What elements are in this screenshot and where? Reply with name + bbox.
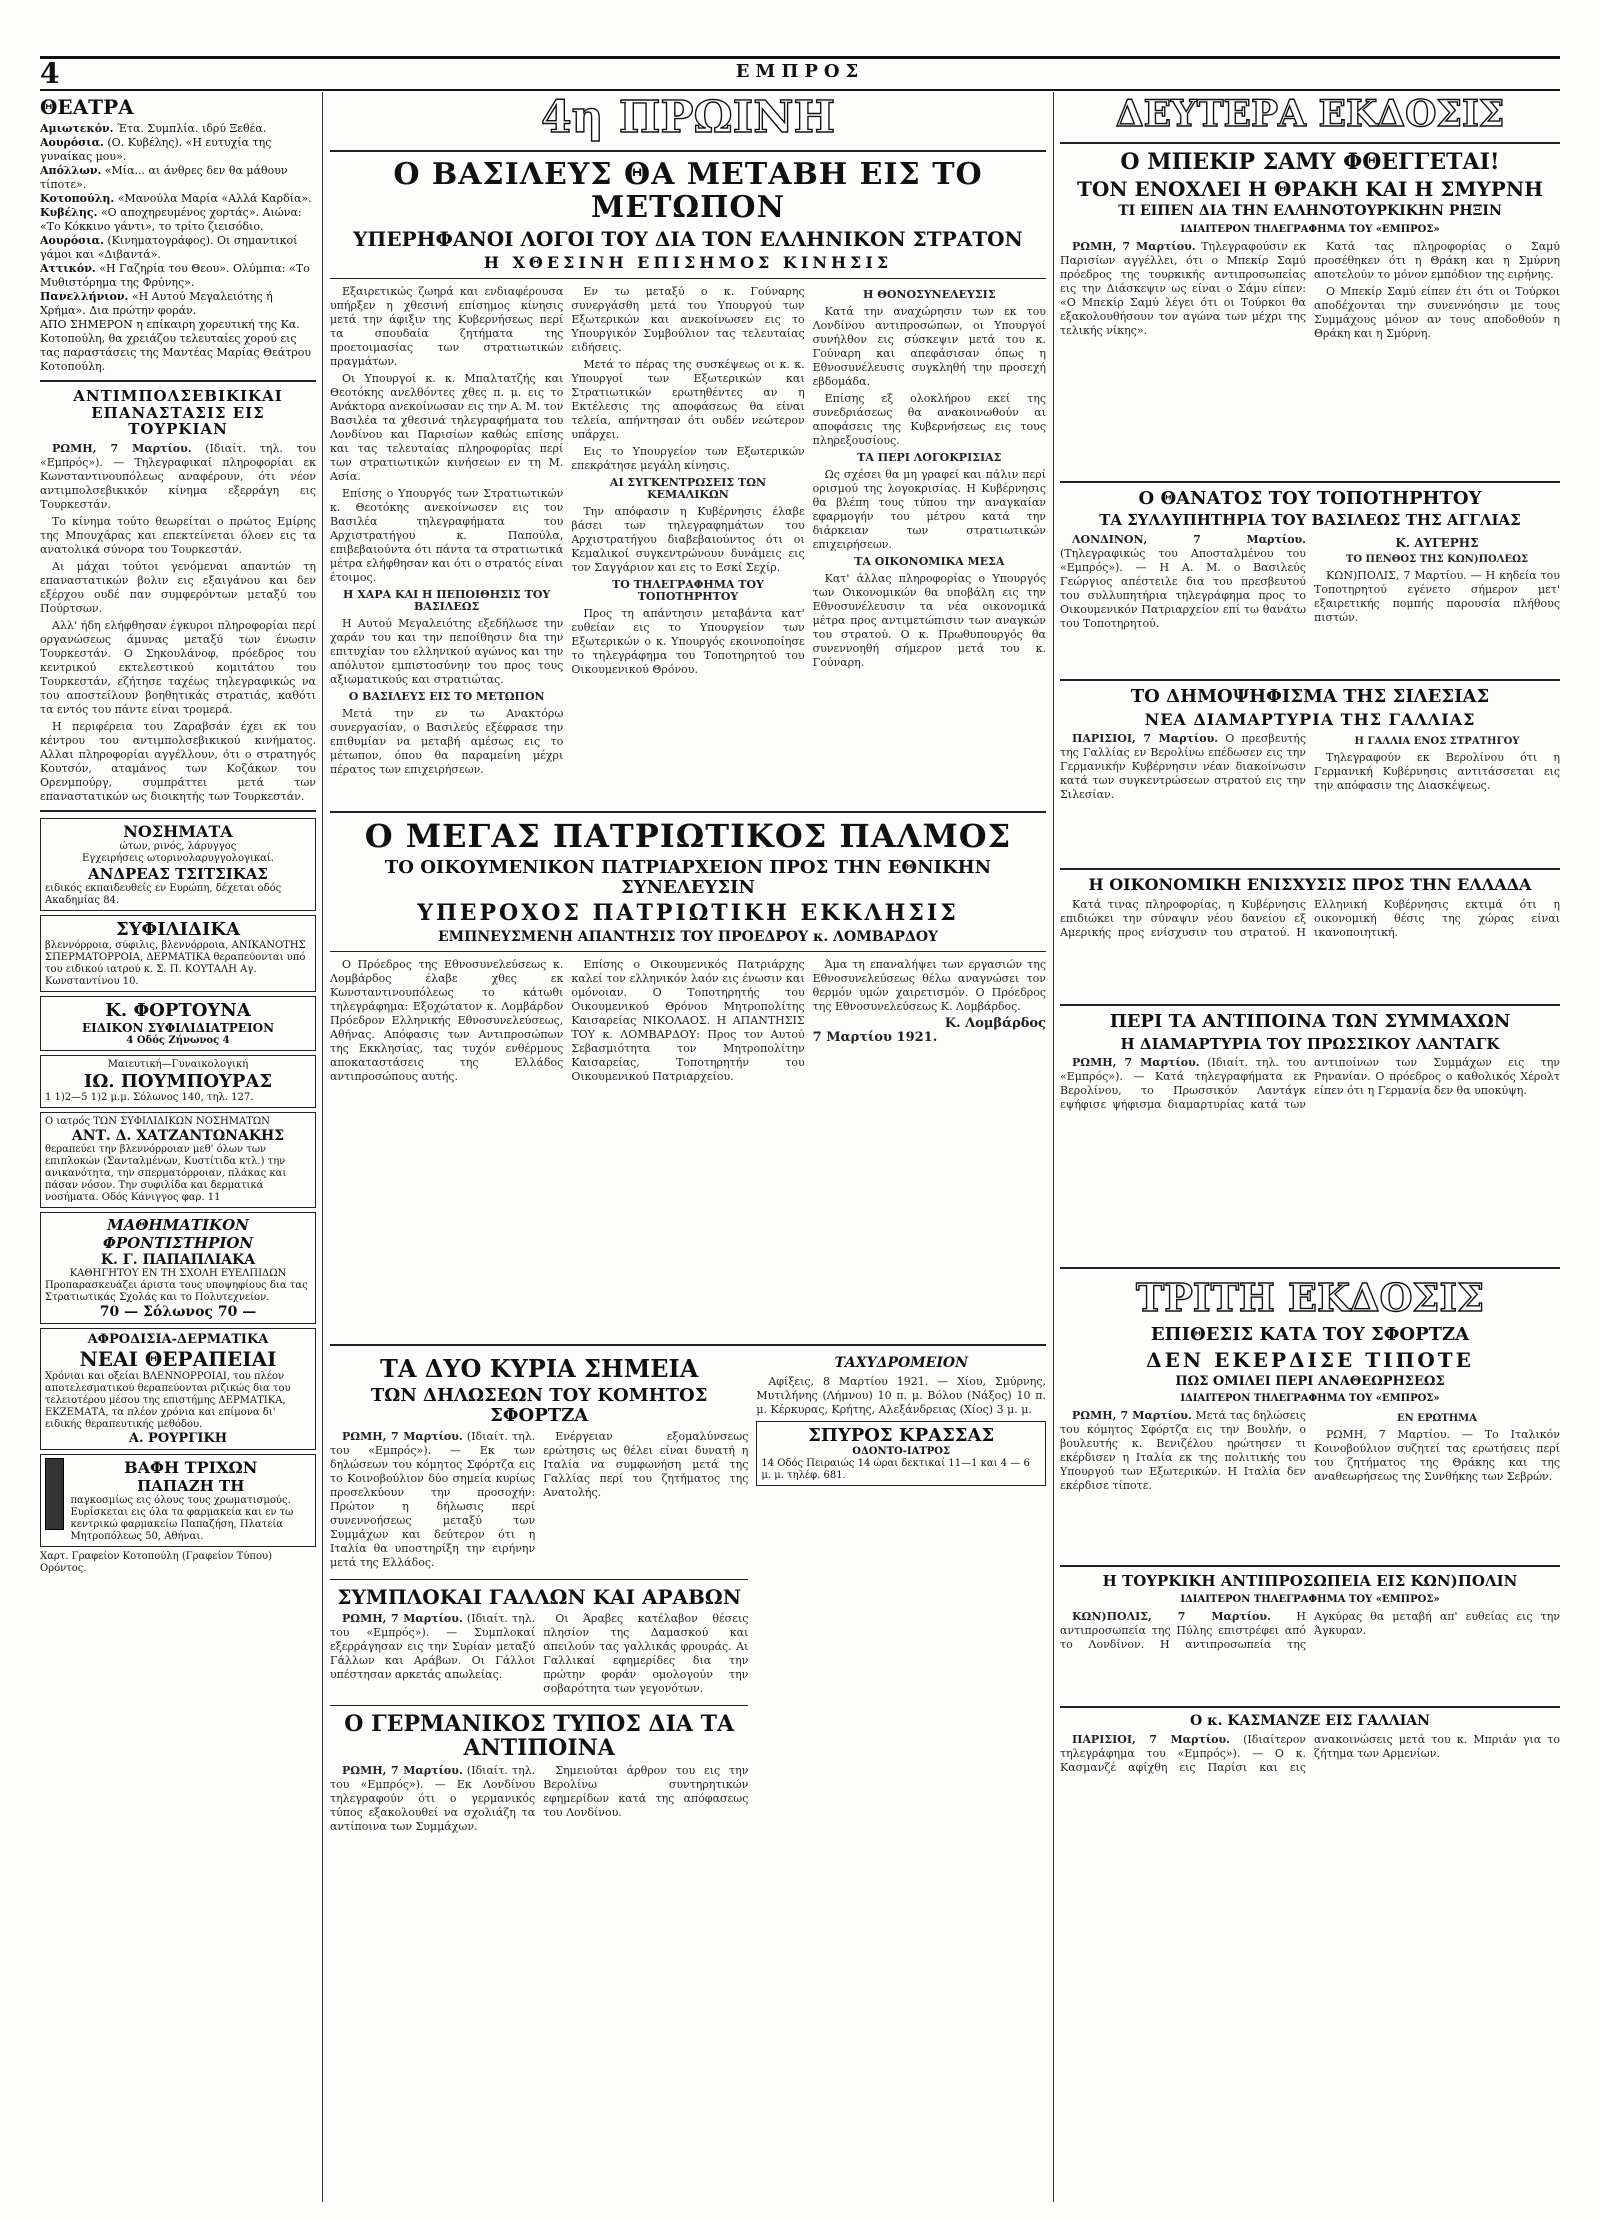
paragraph: Μετά το πέρας της συσκέψεως οι κ. κ. Υπουργοί των Εξωτερικών και Στρατιωτικών ερωτηθέντες αν η Εκτέλεσις της αποφάσεως θα είναι τελεία, απήντησαν ότι ουδέν νεώτερον υπάρχει. [571, 357, 805, 441]
paragraph: Κατ' άλλας πληροφορίας ο Υπουργός των Οικονομικών θα υποβάλη εις την Εθνοσυνέλευσιν τα νέα οικονομικά μέτρα προς αντιμετώπισιν των αναγκών του στρατού. Ο κ. Πρωθυπουργός θα συνεννοηθή σήμερον μετά του κ. Γούναρη. [812, 571, 1046, 669]
theatre-entry [40, 164, 316, 192]
main-kicker: Η ΧΘΕΣΙΝΗ ΕΠΙΣΗΜΟΣ ΚΙΝΗΣΙΣ [483, 253, 893, 272]
paragraph: Τηλεγραφούσιν εκ Παρισίων αγγέλλει, ότι ο Μπεκίρ Σαμύ πρόεδρος της τουρκικής αντιπροσωπείας εις την Διάσκεψιν ως είναι ο Σάμυ είπεν: «Ο Μπεκίρ Σαμύ λέγει ότι οι Τούρκοι θα εξακολουθήσουν τον αγώνα των μέχρι της τελικής νίκης». [1060, 239, 1306, 337]
right-column [1060, 92, 1560, 2207]
ad-title: ΑΝΤ. Δ. ΧΑΤΖΑΝΤΩΝΑΚΗΣ [71, 1127, 285, 1144]
theatre-entry [40, 206, 316, 234]
second-edition-banner: ΔΕΥΤΕΡΑ ΕΚΔΟΣΙΣ [1115, 93, 1505, 135]
section-subhead: ΤΟ ΠΕΝΘΟΣ ΤΗΣ ΚΩΝ)ΠΟΛΕΩΣ [1345, 554, 1529, 566]
ad-name: ΠΑΠΑΖΗ ΤΗ [137, 1476, 245, 1495]
ad-nosimata [40, 818, 316, 911]
ad-fortouna [40, 996, 316, 1051]
ad-poumpouras [40, 1055, 316, 1108]
ad-title: ΣΥΦΙΛΙΔΙΚΑ [115, 918, 241, 940]
theatre-name: Κυβέλης. [40, 206, 98, 219]
paragraph: Η αντιπροσωπεία της Πύλης επιστρέφει από το Λονδίνον. Η αντιπροσωπεία της Αγκύρας θα μεταβή απ' ευθείας εις την Άγκυραν. [1060, 1609, 1560, 1651]
theatre-name: Αουρόσια. [40, 136, 104, 149]
dimosfisma-subtitle: ΝΕΑ ΔΙΑΜΑΡΤΥΡΙΑ ΤΗΣ ΓΑΛΛΙΑΣ [1144, 709, 1476, 729]
ad-line: Εγχειρήσεις ωτορινολαρυγγολογικαί. [81, 852, 274, 864]
ad-title: ΣΠΥΡΟΣ ΚΡΑΣΣΑΣ [808, 1425, 995, 1447]
theatres-title: ΘΕΑΤΡΑ [40, 95, 134, 119]
paragraph: Εξαιρετικώς ζωηρά και ενδιαφέρουσα υπήρξεν η χθεσινή επίσημος κίνησις μετά την άφιξιν της Κυβερνήσεως περί τα σπουδαία ζητήματα της προετοιμασίας των στρατιωτικών πραγμάτων. [330, 284, 564, 368]
palmos-title: Ο ΜΕΓΑΣ ΠΑΤΡΙΩΤΙΚΟΣ ΠΑΛΜΟΣ [364, 816, 1012, 855]
center-column [330, 92, 1046, 2207]
ad-chatzantonakis [40, 1112, 316, 1208]
paragraph: Εις το Υπουργείον των Εξωτερικών επεκράτησε μεγάλη κίνησις. [571, 444, 805, 472]
theatre-text: «Μανούλα Μαρία «Αλλά Καρδία». [117, 192, 312, 205]
section-subhead: ΤΟ ΤΗΛΕΓΡΑΦΗΜΑ ΤΟΥ ΤΟΠΟΤΗΡΗΤΟΥ [612, 577, 764, 603]
ad-title: ΝΟΣΗΜΑΤΑ [123, 821, 233, 841]
anti-title: ΑΝΤΙΜΠΟΛΣΕΒΙΚΙΚΑΙ ΕΠΑΝΑΣΤΑΣΙΣ ΕΙΣ ΤΟΥΡΚΙΑΝ [73, 387, 283, 438]
paragraph: Την απόφασιν η Κυβέρνησις έλαβε βάσει των τηλεγραφημάτων του Αρχιστρατήγου διαβεβαιούντος ότι οι Κεμαλικοί συγκεντρώνουν δυνάμεις εις τον Σαγγάριον και εις το Εσκί Σεχίρ. [571, 504, 805, 574]
paragraph: Επίσης εξ ολοκλήρου εκεί της συνεδριάσεως θα ανακοινωθούν αι αποφάσεις της Κυβερνήσεως εις τους πληρεξουσίους. [812, 391, 1046, 447]
footer-note: Χαρτ. Γραφείον Κοτοπούλη (Γραφείον Τύπου) Ορόντος. [40, 1550, 272, 1574]
kasmanze-title: Ο κ. ΚΑΣΜΑΝΖΕ ΕΙΣ ΓΑΛΛΙΑΝ [1190, 1712, 1430, 1729]
paragraph: Κατά την αναχώρησιν των εκ του Λονδίνου αντιπροσώπων, οι Υπουργοί συνήλθον εις σύσκεψιν μετά του κ. Γούναρη και απεφάσισαν όπως η Εθνοσυνέλευσις συγκληθή την προσεχή εβδομάδα. [812, 304, 1046, 388]
ad-address: ειδικός εκπαιδευθείς εν Ευρώπη, δέχεται οδός Ακαδημίας 84. [45, 882, 282, 906]
paragraph: Η περιφέρεια του Ζαραβσάν έχει εκ του κέντρου του αντιμπολσεβικικού κινήματος. Αλλαι πληροφορίαι αγγέλλουν, ότι ο στρατηγός Κουτσόν, αταμάνος των Κοζάκων του Ορενμπούργ, συμπράττει μετά των επαναστατικών ως διοικητής των Τουρκεστάν. [40, 719, 316, 803]
paragraph: Κατά τινας πληροφορίας, η Κυβέρνησις επιδιώκει την σύναψιν νέου δανείου εξ Αμερικής προς ενίσχυσιν του στρατού. Η Ελληνική Κυβέρνησις εκτιμά ότι η οικονομική θέσις της χώρας είναι ικανοποιητική. [1060, 897, 1560, 939]
anti-dateline: ΡΩΜΗ, 7 Μαρτίου. [52, 441, 192, 455]
palmos-subtitle: ΤΟ ΟΙΚΟΥΜΕΝΙΚΟΝ ΠΑΤΡΙΑΡΧΕΙΟΝ ΠΡΟΣ ΤΗΝ ΕΘΝΙΚΗΝ ΣΥΝΕΛΕΥΣΙΝ [384, 856, 992, 898]
ad-text: βλεννόρροια, σύφιλις, βλεννόρροια, ΑΝΙΚΑΝΟΤΗΣ ΣΠΕΡΜΑΤΟΡΡΟΙΑ, ΔΕΡΜΑΤΙΚΑ θεραπεύονται υπό του ειδικού ιατρού κ. Σ. Π. ΚΟΥΤΑΛΗ Αγ. Κωνσταντίνου 10. [45, 939, 306, 987]
edition-banner: 4η ΠΡΩΙΝΗ [540, 92, 836, 143]
theatre-name: Απόλλων. [40, 164, 102, 177]
paragraph: Το κίνημα τούτο θεωρείται ο πρώτος Εμίρης της Μπουχάρας και επεκτείνεται όλοεν εις τα ανατολικά σύνορα του Τουρκεστάν. [40, 514, 316, 556]
dateline: ΡΩΜΗ, 7 Μαρτίου. [1072, 239, 1196, 253]
theatre-text: (Κινηματογράφος). Οι σημαντικοί γάμοι και «Διβαντά». [40, 234, 298, 261]
ad-frontistirion [40, 1212, 316, 1324]
ad-doctor: ΑΝΔΡΕΑΣ ΤΣΙΤΣΙΚΑΣ [87, 864, 268, 883]
paragraph: (Τηλεγραφικώς του Αποσταλμένου του «Εμπρός»). — Η Α. Μ. ο Βασιλεύς Γεώργιος απέστειλε δια του πρεσβευτού του συλλυπητήρια τηλεγράφημα προς το Οικουμενικόν Πατριαρχείον επί τω θανάτω του Τοποτηρητού. [1060, 546, 1306, 630]
ad-subtitle: ΕΙΔΙΚΟΝ ΣΥΦΙΛΙΔΙΑΤΡΕΙΟΝ [81, 1020, 275, 1035]
column-rule [1053, 92, 1054, 2202]
paragraph: Ο πρεσβευτής της Γαλλίας εν Βερολίνω επέδωσεν εις την Γερμανικήν Κυβέρνησιν νέαν διακοίνωσιν κατά των συγκεντρώσεων στρατού εις την Σιλεσίαν. [1060, 732, 1306, 802]
section-subhead: ΤΑ ΟΙΚΟΝΟΜΙΚΑ ΜΕΣΑ [854, 554, 1005, 568]
paragraph: Ενέργειαν εξομαλύνσεως ερώτησις ως θέλει είναι δυνατή η Ιταλία να συμφωνήση μετά της Γαλλίας περί του ζητήματος της Ανατολής. [543, 1429, 749, 1499]
theatre-text: «Μία... αι άνθρες δεν θα μάθουν τίποτε». [40, 164, 288, 191]
paragraph: Εν τω μεταξύ ο κ. Γούναρης συνεργάσθη μετά του Υπουργού των Εξωτερικών και ανεκοίνωσεν εις το Υπουργικόν Συμβούλιον τας τελευταίας ειδήσεις. [571, 284, 805, 354]
paragraph: Σημειούται άρθρον του εις την Βερολίνω συντηρητικών εφημερίδων κατά της απόφασεως του Λονδίνου. [543, 1764, 749, 1820]
paragraph: (Ιδιαίτ. τηλ. του «Εμπρός»). — Τηλεγραφικαί πληροφορίαι εκ Κωνσταντινουπόλεως αναφέρουν, ότι νέον αντιμπολσεβικικόν κίνημα εξερράγη εις Τουρκεστάν. [40, 441, 316, 511]
thanatos-subtitle: ΤΑ ΣΥΛΛΥΠΗΤΗΡΙΑ ΤΟΥ ΒΑΣΙΛΕΩΣ ΤΗΣ ΑΓΓΛΙΑΣ [1099, 511, 1521, 530]
article-column [571, 285, 804, 805]
palmos-kicker2: ΕΜΠΝΕΥΣΜΕΝΗ ΑΠΑΝΤΗΣΙΣ ΤΟΥ ΠΡΟΕΔΡΟΥ κ. ΛΟΜΒΑΡΔΟΥ [437, 928, 939, 945]
tourkiki-title: Η ΤΟΥΡΚΙΚΗ ΑΝΤΙΠΡΟΣΩΠΕΙΑ ΕΙΣ ΚΩΝ)ΠΟΛΙΝ [1102, 1572, 1518, 1591]
theatre-text: «Η Γαζηρία του Θεου». Ολύμπια: «Το Μυθιστόρημα της Φρύνης». [40, 262, 310, 289]
ad-vafi [40, 1454, 316, 1547]
ad-syfilidika [40, 915, 316, 992]
paragraph: Ο Πρόεδρος της Εθνοσυνελεύσεως κ. Λομβάρδος έλαβε χθες εκ Κωνσταντινουπόλεως το κάτωθι τηλεγράφημα: Εξοχώτατον κ. Λομβάρδον Πρόεδρον Ελληνικής Εθνοσυνελεύσεως, Αθήνας. Απόφασις των Αντιπροσώπων της Εκκλησίας, τας τυχόν ενθέρμους αποκαταστάσεις της Ελλάδος αντιπροσώπους αυτής. [330, 957, 564, 1083]
theatre-text: (Ο. Κυβέλης). «Η ευτυχία της γυναίκας μου». [40, 136, 272, 163]
ad-title: ΜΑΘΗΜΑΤΙΚΟΝ ΦΡΟΝΤΙΣΤΗΡΙΟΝ [102, 1215, 254, 1252]
antipoina-subtitle: Η ΔΙΑΜΑΡΤΥΡΙΑ ΤΟΥ ΠΡΩΣΣΙΚΟΥ ΛΑΝΤΑΓΚ [1120, 1034, 1500, 1053]
ad-subtitle: ΟΔΟΝΤΟ-ΙΑΤΡΟΣ [852, 1446, 951, 1458]
ad-address: 1 1)2—5 1)2 μ.μ. Σόλωνος 140, τηλ. 127. [45, 1091, 254, 1103]
paragraph: Άμα τη επαναλήψει των εργασιών της Εθνοσυνελεύσεως θέλω αναγνώσει τον θερμόν υμών χαιρετισμόν. Ο Πρόεδρος της Εθνοσυνελεύσεως Κ. Λομβάρδος. [812, 957, 1046, 1013]
section-subhead: Η ΧΑΡΑ ΚΑΙ Η ΠΕΠΟΙΘΗΣΙΣ ΤΟΥ ΒΑΣΙΛΕΩΣ [343, 587, 551, 613]
ad-address: 14 Οδός Πειραιώς 14 ώραι δεκτικαί 11—1 και 4 — 6 μ. μ. τηλέφ. 681. [761, 1458, 1030, 1482]
page-header [40, 56, 1560, 91]
dateline: ΡΩΜΗ, 7 Μαρτίου. [342, 1764, 463, 1778]
ad-name: Κ. Γ. ΠΑΠΑΠΛΙΑΚΑ [100, 1251, 256, 1268]
dateline: ΛΟΝΔΙΝΟΝ, 7 Μαρτίου. [1072, 532, 1306, 546]
ad-line: Ο ιατρός ΤΩΝ ΣΥΦΙΛΙΔΙΚΩΝ ΝΟΣΗΜΑΤΩΝ [45, 1115, 270, 1127]
dimosfisma-title: ΤΟ ΔΗΜΟΨΗΦΙΣΜΑ ΤΗΣ ΣΙΛΕΣΙΑΣ [1130, 685, 1490, 707]
ad-doctor: Α. ΡΟΥΡΓΙΚΗ [128, 1430, 228, 1446]
paragraph: Αλλ' ήδη ελήφθησαν έγκυροι πληροφορίαι περί οργανώσεως άμυνας μεταξύ των ένωσιν Τουρκεστάν. Ο Σηκουλάνοφ, πρόεδρος του κεντρικού εκτελεστικού κομιτάτου του Τουρκεστάν, εζήτησε ταχέως τηλεγραφικώς να του αποστείλουν βοηθητικάς στρατιάς, καθότι τα εντός του πάντε είναι τρομερά. [40, 618, 316, 716]
ad-line: Μαιευτική—Γυναικολογική [107, 1058, 249, 1070]
ad-title: ΒΑΦΗ ΤΡΙΧΩΝ [124, 1457, 258, 1477]
dateline: ΡΩΜΗ, 7 Μαρτίου. [1072, 1056, 1200, 1070]
article-column [330, 285, 563, 805]
dateline: ΡΩΜΗ, 7 Μαρτίου. [1072, 1409, 1192, 1423]
paragraph: Επίσης ο Υπουργός των Στρατιωτικών κ. Θεοτόκης ανεκοίνωσεν εις τον Βασιλέα τηλεγραφήματα του Αρχιστρατήγου κ. Παπούλα, επιβεβαιούντα ότι πάντα τα στρατιωτικά μέτρα ελήφθησαν και ότι ο στρατός είναι έτοιμος. [330, 486, 564, 584]
thanatos-title: Ο ΘΑΝΑΤΟΣ ΤΟΥ ΤΟΠΟΤΗΡΗΤΟΥ [1138, 487, 1482, 509]
theatre-text: «Η Αυτού Μεγαλειότης ή Χρήμα». Δια πρώτην φοράν. [40, 290, 273, 317]
taxydromeion-title: ΤΑΧΥΔΡΟΜΕΙΟΝ [834, 1354, 968, 1371]
triti-headline: ΕΠΙΘΕΣΙΣ ΚΑΤΑ ΤΟΥ ΣΦΟΡΤΖΑ [1150, 1324, 1470, 1346]
triti-source: ΙΔΙΑΙΤΕΡΟΝ ΤΗΛΕΓΡΑΦΗΜΑ ΤΟΥ «ΕΜΠΡΟΣ» [1180, 1393, 1440, 1405]
section-subhead: ΤΑ ΠΕΡΙ ΛΟΓΟΚΡΙΣΙΑΣ [857, 450, 1002, 464]
palmos-kicker: ΥΠΕΡΟΧΟΣ ΠΑΤΡΙΩΤΙΚΗ ΕΚΚΛΗΣΙΣ [417, 900, 959, 927]
ad-headline: ΝΕΑΙ ΘΕΡΑΠΕΙΑΙ [79, 1346, 277, 1371]
tourkiki-source: ΙΔΙΑΙΤΕΡΟΝ ΤΗΛΕΓΡΑΦΗΜΑ ΤΟΥ «ΕΜΠΡΟΣ» [1180, 1593, 1440, 1605]
triti-subtitle: ΔΕΝ ΕΚΕΡΔΙΣΕ ΤΙΠΟΤΕ [1146, 1347, 1474, 1372]
left-column [40, 92, 316, 2207]
signature: Κ. Λομβάρδος [944, 1015, 1046, 1031]
paragraph: Οι Άραβες κατέλαβον θέσεις πλησίον της Δαμασκού και απειλούν τας γαλλικάς φρουράς. Αι Γαλλικαί εφημερίδες δια την πρώτην φοράν ομολογούν την σοβαρότητα των γεγονότων. [543, 1611, 749, 1695]
sforza-subtitle: ΤΩΝ ΔΗΛΩΣΕΩΝ ΤΟΥ ΚΟΜΗΤΟΣ ΣΦΟΡΤΖΑ [370, 1385, 708, 1427]
theatre-text: ΑΠΟ ΣΗΜΕΡΟΝ η επίκαιρη χορευτική της Κα. Κοτοπούλη, θα χρειάζου τελευταίες χορού εις τας παραστάσεις της Μαντέας Μαρίας Θεάτρου Κοτοπούλη. [40, 318, 312, 373]
paragraph: Μετά τας δηλώσεις του κόμητος Σφόρτζα εις την Βουλήν, ο βουλευτής κ. Βενιζέλου ηρώτησεν τι εκέρδισεν η Ιταλία εκ της πολιτικής του Υπουργού των Εξωτερικών. Η Ιταλία δεν εκέρδισε τίποτε. [1060, 1409, 1306, 1493]
triti-subtitle2: ΠΩΣ ΟΜΙΛΕΙ ΠΕΡΙ ΑΝΑΘΕΩΡΗΣΕΩΣ [1175, 1373, 1445, 1389]
right-subhead2: ΤΙ ΕΙΠΕΝ ΔΙΑ ΤΗΝ ΕΛΛΗΝΟΤΟΥΡΚΙΚΗΝ ΡΗΞΙΝ [1118, 203, 1502, 220]
main-headline: Ο ΒΑΣΙΛΕΥΣ ΘΑ ΜΕΤΑΒΗ ΕΙΣ ΤΟ ΜΕΤΩΠΟΝ [393, 157, 983, 225]
paragraph: Οι Υπουργοί κ. κ. Μπαλτατζής και Θεοτόκης ανελθόντες χθες π. μ. εις το Ανάκτορα ανεκοίνωσαν εις την Α. Μ. τον Βασιλέα τα χθεσινά τηλεγραφήματα του Λονδίνου και Παρισίων καθώς επίσης και τας τελευταίας πληροφορίας περί των στρατιωτικών κινήσεων εν τη Μ. Ασία. [330, 371, 564, 483]
ad-text: παγκοσμίως εις όλους τους χρωματισμούς. Ευρίσκεται εις όλα τα φαρμακεία και εν τω κεντρικώ φαρμακείω Παπαζήση, Πλατεία Μητροπόλεως 50, Αθήναι. [70, 1494, 294, 1542]
theatre-text: «Ο αποχηρευμένος χορτάς». Αιώνα: «Το Κόκκινο γάντι», το τρίτο ζιεισόδιο. [40, 206, 302, 233]
theatre-entry [40, 290, 316, 318]
ad-afrodisia [40, 1328, 316, 1450]
ad-krassas [756, 1421, 1046, 1486]
ad-title: ΙΩ. ΠΟΥΜΠΟΥΡΑΣ [83, 1070, 273, 1092]
theatre-name: Αουρόσια. [40, 234, 104, 247]
dateline: ΠΑΡΙΣΙΟΙ, 7 Μαρτίου. [1072, 1733, 1230, 1747]
ad-text: Χρόνιαι και οξείαι ΒΛΕΝΝΟΡΡΟΙΑΙ, του πλέον αποτελεσματικού θεραπεύονται ριζικώς δια του τελειοτέρου μέσου της επιστήμης ΔΕΡΜΑΤΙΚΑ, ΕΚΖΕΜΑΤΑ, τα πλέον χρόνια και επίμονα δι' ειδικής θεραπευτικής μεθόδου. [45, 1370, 291, 1430]
paragraph: Προς τη απάντησιν μεταβάντα κατ' ευθείαν εις το Υπουργείον των Εξωτερικών ο κ. Υπουργός εκοινοποίησε το τηλεγράφημα του Τοποτηρητού του Οικουμενικού Θρόνου. [571, 606, 805, 676]
paragraph: Ο Μπεκίρ Σαμύ είπεν έτι ότι οι Τούρκοι αποδέχονται την συνεννόησιν με τους Συμμάχους μόνον αν τους αποδοθούν η Θράκη και η Σμύρνη. [1314, 284, 1560, 340]
paragraph: (Ιδιαίτ. τηλ. του «Εμπρός»). — Εκ των δηλώσεων του κόμητος Σφόρτζα εις το Κοινοβούλιον δύο σημεία κυρίως προσελκύουν την προσοχήν: Πρώτον η δήλωσις περί συνεννοήσεως μεταξύ των Συμμάχων και δεύτερον ότι η Ιταλία θα υποστηρίξη την ειρήνην μετά της Ελλάδος. [330, 1429, 536, 1569]
date: 7 Μαρτίου 1921. [812, 1029, 938, 1045]
theatre-entry [40, 136, 316, 164]
article-column [813, 285, 1046, 805]
galloi-title: ΣΥΜΠΛΟΚΑΙ ΓΑΛΛΩΝ ΚΑΙ ΑΡΑΒΩΝ [337, 1584, 742, 1609]
theatre-entry [40, 318, 316, 374]
theatre-entry [40, 122, 316, 136]
ad-title: ΑΦΡΟΔΙΣΙΑ-ΔΕΡΜΑΤΙΚΑ [87, 1331, 269, 1347]
theatre-entry [40, 234, 316, 262]
masthead: ΕΜΠΡΟΣ [735, 61, 865, 82]
paragraph: (Ιδιαίτ. τηλ. του «Εμπρός»). — Εκ Λονδίνου τηλεγραφούν ότι ο γερμανικός τύπος εξακολουθεί να σχολιάζη τα αντίποινα των Συμμάχων. [330, 1764, 536, 1834]
ad-title: Κ. ΦΟΡΤΟΥΝΑ [105, 999, 251, 1021]
ad-text: Προπαρασκευάζει άριστα τους υποψηφίους δια τας Στρατιωτικάς Σχολάς και το Πολυτεχνείον. [45, 1279, 308, 1303]
theatre-entry [40, 192, 316, 206]
third-edition-banner: ΤΡΙΤΗ ΕΚΔΟΣΙΣ [1135, 1275, 1485, 1321]
column-rule [322, 92, 323, 2202]
theatre-name: Πανελλήνιον. [40, 290, 129, 303]
dateline: ΚΩΝ)ΠΟΛΙΣ, 7 Μαρτίου. [1072, 1609, 1271, 1623]
sforza-title: ΤΑ ΔΥΟ ΚΥΡΙΑ ΣΗΜΕΙΑ [379, 1353, 699, 1383]
oikonomiki-title: Η ΟΙΚΟΝΟΜΙΚΗ ΕΝΙΣΧΥΣΙΣ ΠΡΟΣ ΤΗΝ ΕΛΛΑΔΑ [1088, 875, 1532, 895]
dateline: ΡΩΜΗ, 7 Μαρτίου. [342, 1611, 463, 1625]
ad-subtitle: ΚΑΘΗΓΗΤΟΥ ΕΝ ΤΗ ΣΧΟΛΗ ΕΥΕΛΠΙΔΩΝ [69, 1267, 287, 1279]
section-subhead: Κ. ΑΥΓΕΡΗΣ [1395, 535, 1479, 550]
theatre-name: Αττικόν. [40, 262, 96, 275]
section-subhead: Ο ΒΑΣΙΛΕΥΣ ΕΙΣ ΤΟ ΜΕΤΩΠΟΝ [348, 689, 545, 703]
paragraph: Τηλεγραφούν εκ Βερολίνου ότι η Γερμανική Κυβέρνησις αντιτάσσεται εις την απόφασιν της Διασκέψεως. [1314, 751, 1560, 793]
paragraph: Μετά την εν τω Ανακτόρω συνεργασίαν, ο Βασιλεύς εξέφρασε την επιθυμίαν να μεταβή αμέσως εις το μέτωπον, όπου θα παραμείνη μέχρι πέρατος των επιχειρήσεων. [330, 706, 564, 776]
theatres-list [40, 122, 316, 374]
portrait-icon [45, 1458, 64, 1530]
section-subhead: Η ΓΑΛΛΙΑ ΕΝΟΣ ΣΤΡΑΤΗΓΟΥ [1354, 736, 1520, 748]
dateline: ΡΩΜΗ, 7 Μαρτίου. [342, 1429, 463, 1443]
paragraph: Ως σχέσει θα μη γραφεί και πάλιν περί ορισμού της λογοκρισίας. Η Κυβέρνησις θα βλέπη τους τύπου την αναγκαίαν εφαρμογήν του μέτρου κατά την διάρκειαν των στρατιωτικών επιχειρήσεων. [812, 467, 1046, 551]
page-number: 4 [40, 57, 60, 90]
theatre-name: Αμιωτεκόν. [40, 122, 114, 135]
right-subhead: ΤΟΝ ΕΝΟΧΛΕΙ Η ΘΡΑΚΗ ΚΑΙ Η ΣΜΥΡΝΗ [1076, 177, 1544, 202]
theatre-name: Κοτοπούλη. [40, 192, 115, 205]
main-subhead: ΥΠΕΡΗΦΑΝΟΙ ΛΟΓΟΙ ΤΟΥ ΔΙΑ ΤΟΝ ΕΛΛΗΝΙΚΟΝ ΣΤΡΑΤΟΝ [353, 227, 1023, 251]
paragraph: Επίσης ο Οικουμενικός Πατριάρχης καλεί τον ελληνικόν λαόν εις ένωσιν και ομόνοιαν. Ο Τοποτηρητής του Οικουμενικού Θρόνου Μητροπολίτης Καισαρείας ΝΙΚΟΛΑΟΣ. Η ΑΠΑΝΤΗΣΙΣ ΤΟΥ κ. ΛΟΜΒΑΡΔΟΥ: Προς τον Αυτού Σεβασμιότητα τον Μητροπολίτην Καισαρείας, Τοποτηρητήν του Οικουμενικού Πατριαρχείου. [571, 957, 805, 1083]
theatre-text: Έτα. Συμπλία. ιδρύ Ξεθέα. [117, 122, 267, 135]
theatre-entry [40, 262, 316, 290]
paragraph: Κατά τας πληροφορίας ο Σαμύ προσέθηκεν ότι η Θράκη και η Σμύρνη αποτελούν το μόνον εμπόδιον της ειρήνης. [1314, 239, 1560, 281]
germanikos-title: Ο ΓΕΡΜΑΝΙΚΟΣ ΤΥΠΟΣ ΔΙΑ ΤΑ ΑΝΤΙΠΟΙΝΑ [344, 1710, 735, 1762]
paragraph: Αι μάχαι τούτοι γενόμεναι απαντών τη επαναστατικών βολιν εις εξαιγάνου και δεν εξέρχου ουδέ παν συμφερόντων μεταξύ του Πούρτσων. [40, 559, 316, 615]
paragraph: Η Αυτού Μεγαλειότης εξεδήλωσε την χαράν του και την πεποίθησιν δια την επιτυχίαν του ελληνικού αγώνος και την απόλυτον εμπιστοσύνην του προς τους αξιωματικούς και στρατιώτας. [330, 616, 564, 686]
section-subhead: ΑΙ ΣΥΓΚΕΝΤΡΩΣΕΙΣ ΤΩΝ ΚΕΜΑΛΙΚΩΝ [609, 475, 767, 501]
ad-text: θεραπεύει την βλεννόρροιαν μεθ' όλων των επιπλοκών (Σανταλμένων, Κυστίτιδα κτλ.) την ανικανότητα, την σπερματόρροιαν, πλάκας και πάσαν νόσον. Την συφιλίδα και δερματικά νοσήματα. Οδός Κάνιγγος φαρ. 11 [45, 1143, 287, 1203]
paragraph: Αφίξεις, 8 Μαρτίου 1921. — Χίου, Σμύρνης, Μυτιλήνης (Λήμνου) 10 π. μ. Βόλου (Νάξος) 10 π. μ. Κέρκυρας, Κρήτης, Αλεξάνδρειας (Χίος) 3 μ. μ. [756, 1375, 1046, 1417]
paragraph: ΚΩΝ)ΠΟΛΙΣ, 7 Μαρτίου. — Η κηδεία του Τοποτηρητού εγένετο σήμερον μετ' εξαιρετικής πομπής παρουσία πλήθους πιστών. [1314, 569, 1560, 625]
ad-address: 4 Οδός Ζήνωνος 4 [126, 1034, 230, 1046]
ad-line: ώτων, ρινός, λάρυγγος [119, 840, 237, 852]
section-subhead: ΕΝ ΕΡΩΤΗΜΑ [1396, 1413, 1477, 1425]
dateline: ΠΑΡΙΣΙΟΙ, 7 Μαρτίου. [1072, 732, 1219, 746]
section-subhead: Η ΘΟΝΟΣΥΝΕΛΕΥΣΙΣ [863, 287, 996, 301]
ad-address: 70 — Σόλωνος 70 — [99, 1303, 257, 1320]
paragraph: ΡΩΜΗ, 7 Μαρτίου. — Το Ιταλικόν Κοινοβούλιον συζητεί τας ερωτήσεις περί του ζητήματος της Θράκης και της αναθεωρήσεως της Συνθήκης των Σεβρών. [1314, 1428, 1560, 1484]
paragraph: (Ιδιαίτ. τηλ. του «Εμπρός»). — Κατά τηλεγραφήματα εκ Βερολίνου, το Πρωσσικόν Λαντάγκ εψήφισε ψήφισμα διαμαρτυρίας κατά των αντιποίνων των Συμμάχων εις την Ρηνανίαν. Ο πρόεδρος ο καθολικός Χέρολτ είπεν ότι η Γερμανία δεν θα υποκύψη. [1060, 1056, 1560, 1112]
right-source: ΙΔΙΑΙΤΕΡΟΝ ΤΗΛΕΓΡΑΦΗΜΑ ΤΟΥ «ΕΜΠΡΟΣ» [1180, 223, 1440, 235]
right-headline: Ο ΜΠΕΚΙΡ ΣΑΜΥ ΦΘΕΓΓΕΤΑΙ! [1120, 149, 1500, 175]
paragraph: (Ιδιαίτ. τηλ. του «Εμπρός»). — Συμπλοκαί εξερράγησαν εις την Συρίαν μεταξύ Γάλλων και Αράβων. Οι Γάλλοι υπέστησαν αρκετάς απωλείας. [330, 1611, 536, 1681]
antipoina-title: ΠΕΡΙ ΤΑ ΑΝΤΙΠΟΙΝΑ ΤΩΝ ΣΥΜΜΑΧΩΝ [1109, 1010, 1511, 1032]
paragraph: (Ιδιαίτερον τηλεγράφημα του «Εμπρός»). — Ο κ. Κασμανζέ αφίχθη εις Παρίσι και εις ανακοινώσεις μετά του κ. Μπριάν για το ζήτημα των Αρμενίων. [1060, 1733, 1560, 1775]
